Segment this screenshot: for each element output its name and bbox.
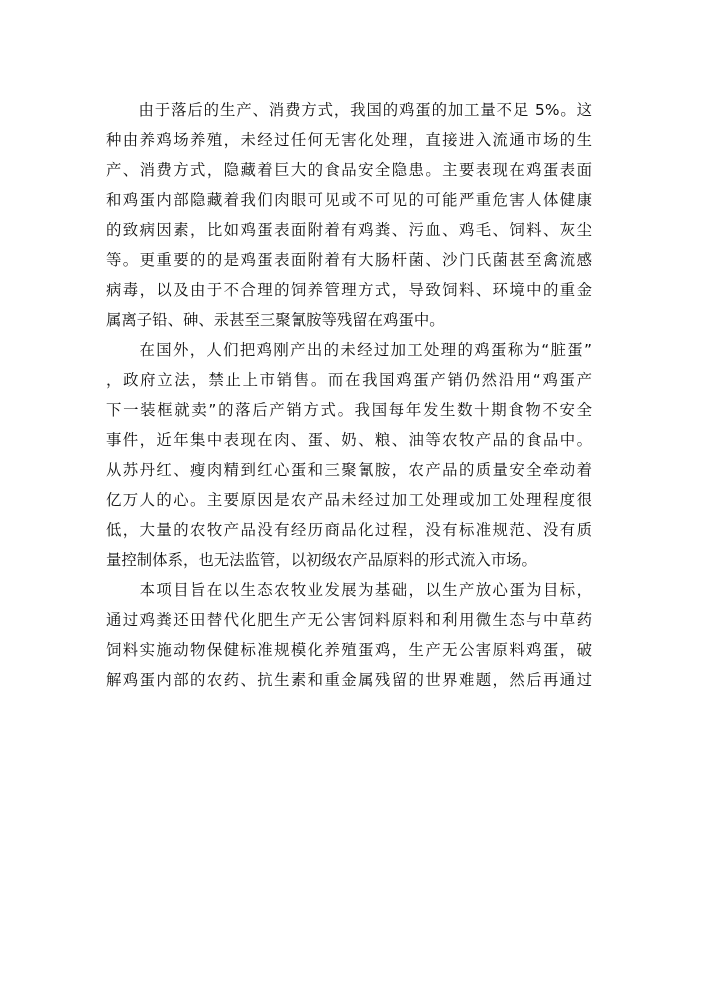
text-line: 量控制体系，也无法监管，以初级农产品原料的形式流入市场。	[106, 551, 537, 569]
text-line: 饲料实施动物保健标准规模化养殖蛋鸡，生产无公害原料鸡蛋，破	[106, 641, 592, 659]
paragraph-1	[106, 95, 592, 335]
text-line: 通过鸡粪还田替代化肥生产无公害饲料原料和利用微生态与中草药	[106, 611, 592, 629]
paragraph-3	[106, 575, 592, 695]
text-line: 种由养鸡场养殖，未经过任何无害化处理，直接进入流通市场的生	[106, 131, 592, 149]
document-body	[106, 95, 592, 695]
text-line: 从苏丹红、瘦肉精到红心蛋和三聚氰胺，农产品的质量安全牵动着	[106, 461, 592, 479]
text-line: 下一装框就卖”的落后产销方式。我国每年发生数十期食物不安全	[106, 401, 592, 419]
text-line: 和鸡蛋内部隐藏着我们肉眼可见或不可见的可能严重危害人体健康	[106, 191, 592, 209]
paragraph-2	[106, 335, 592, 575]
text-line: 事件，近年集中表现在肉、蛋、奶、粮、油等农牧产品的食品中。	[106, 431, 592, 449]
text-line: 低，大量的农牧产品没有经历商品化过程，没有标准规范、没有质	[106, 521, 592, 539]
text-line: 由于落后的生产、消费方式，我国的鸡蛋的加工量不足 5%。这	[106, 101, 592, 119]
text-line: 在国外，人们把鸡刚产出的未经过加工处理的鸡蛋称为“脏蛋”	[106, 341, 592, 359]
text-line: 病毒，以及由于不合理的饲养管理方式，导致饲料、环境中的重金	[106, 281, 592, 299]
text-line: 亿万人的心。主要原因是农产品未经过加工处理或加工处理程度很	[106, 491, 592, 509]
text-line: ，政府立法，禁止上市销售。而在我国鸡蛋产销仍然沿用“鸡蛋产	[106, 371, 592, 389]
text-line: 解鸡蛋内部的农药、抗生素和重金属残留的世界难题，然后再通过	[106, 671, 592, 689]
text-line: 产、消费方式，隐藏着巨大的食品安全隐患。主要表现在鸡蛋表面	[106, 161, 592, 179]
text-line: 属离子铅、砷、汞甚至三聚氰胺等残留在鸡蛋中。	[106, 311, 445, 329]
text-line: 本项目旨在以生态农牧业发展为基础，以生产放心蛋为目标，	[106, 581, 592, 599]
text-line: 的致病因素，比如鸡蛋表面附着有鸡粪、污血、鸡毛、饲料、灰尘	[106, 221, 592, 239]
text-line: 等。更重要的的是鸡蛋表面附着有大肠杆菌、沙门氏菌甚至禽流感	[106, 251, 592, 269]
